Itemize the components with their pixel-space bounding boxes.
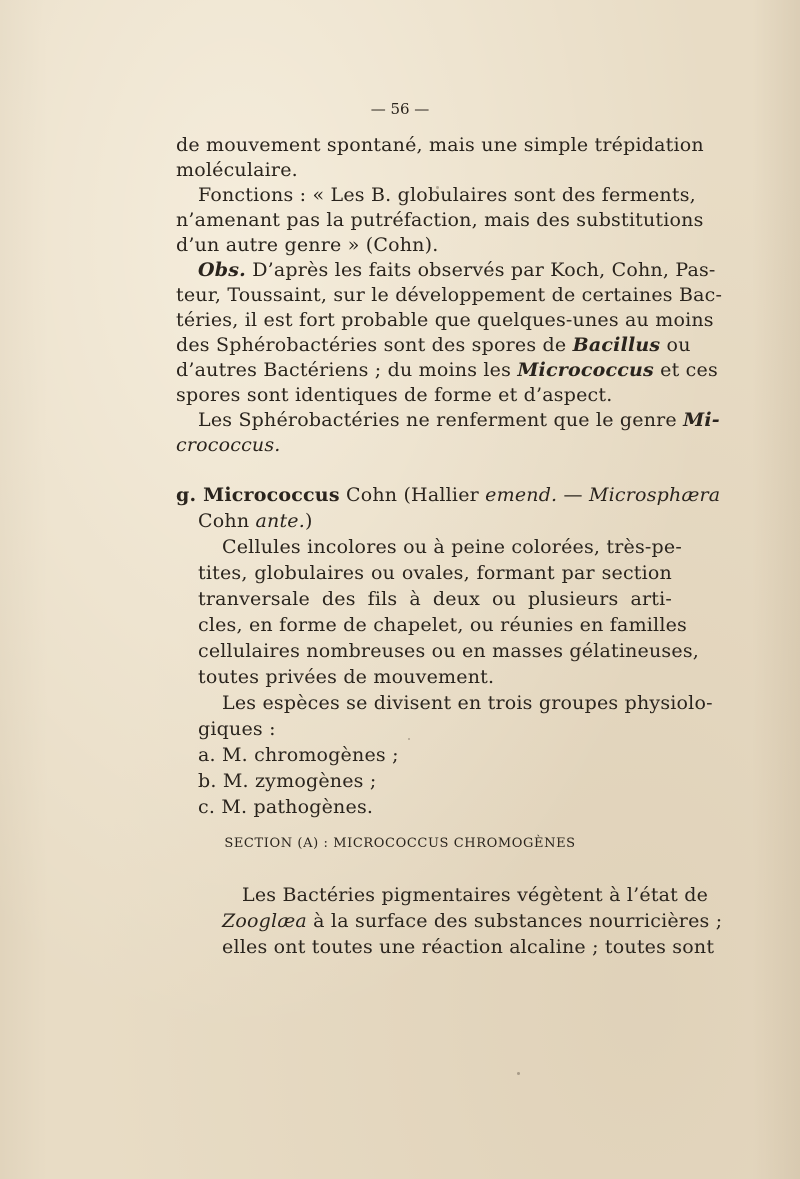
text-line — [222, 934, 715, 960]
genus-heading: Micrococcus — [203, 484, 340, 506]
text-line — [242, 882, 709, 908]
line-text: Cohn — [198, 510, 256, 532]
text-line — [198, 407, 720, 433]
line-text: cles, en forme de chapelet, ou réunies en familles — [198, 614, 688, 636]
line-text: spores sont identiques de forme et d’aspect. — [176, 384, 613, 406]
text-line — [222, 908, 723, 934]
section-title: MICROCOCCUS CHROMOGÈNES — [333, 836, 576, 851]
genus-name: Micrococcus — [517, 359, 654, 381]
text-line — [198, 742, 399, 768]
line-text: d’autres Bactériens ; du moins les — [176, 359, 518, 381]
text-line — [176, 332, 691, 358]
text-line — [198, 560, 672, 586]
line-text: des Sphérobactéries sont des spores de — [176, 334, 573, 356]
paper-speck — [436, 186, 439, 189]
text-line — [176, 382, 612, 408]
line-text: cellulaires nombreuses ou en masses gélatineuses, — [198, 640, 700, 662]
line-text: Les espèces se divisent en trois groupes physiolo- — [222, 692, 713, 714]
text-line — [198, 768, 376, 794]
text-line — [222, 690, 713, 716]
line-text: Cohn (Hallier — [339, 484, 486, 506]
text-line — [176, 432, 281, 458]
line-text: tites, globulaires ou ovales, formant par section — [198, 562, 672, 584]
line-text: Les Sphérobactéries ne renferment que le genre — [198, 409, 684, 431]
text-line — [176, 232, 438, 258]
text-line — [176, 157, 298, 183]
section-prefix: SECTION (A) : — [224, 836, 334, 851]
page-number: — 56 — — [370, 100, 430, 118]
line-text: c. M. pathogènes. — [198, 796, 374, 818]
line-text: ou — [660, 334, 691, 356]
paper-speck — [408, 738, 410, 740]
line-text: de mouvement spontané, mais une simple trépidation — [176, 134, 704, 156]
text-line — [176, 357, 718, 383]
line-text: Cellules incolores ou à peine colorées, très-pe- — [222, 536, 682, 558]
emend-label: emend. — [485, 484, 558, 506]
text-line — [198, 794, 373, 820]
text-line — [198, 586, 672, 612]
text-line — [176, 207, 704, 233]
text-line — [222, 534, 682, 560]
line-text: giques : — [198, 718, 276, 740]
text-line — [198, 716, 276, 742]
line-text: D’après les faits observés par Koch, Cohn, Pas- — [245, 259, 716, 281]
line-text: tranversale des fils à deux ou plusieurs arti- — [198, 588, 672, 610]
text-line — [198, 612, 688, 638]
line-text: d’un autre genre » (Cohn). — [176, 234, 439, 256]
text-line — [198, 182, 696, 208]
text-line — [176, 307, 714, 333]
line-text: téries, il est fort probable que quelques-unes au moins — [176, 309, 714, 331]
line-text: n’amenant pas la putréfaction, mais des substitutions — [176, 209, 704, 231]
line-text: Les Bactéries pigmentaires végètent à l’état de — [242, 884, 709, 906]
line-text: a. M. chromogènes ; — [198, 744, 399, 766]
text-line — [198, 664, 494, 690]
zooglaea-term: Zooglæa — [222, 910, 307, 932]
genus-marker: g. — [176, 484, 204, 506]
genus-name: Mi- — [683, 409, 720, 431]
ante-label: ante. — [255, 510, 305, 532]
section-heading — [0, 836, 800, 851]
line-text: et ces — [653, 359, 718, 381]
line-text: teur, Toussaint, sur le développement de certaines Bac- — [176, 284, 723, 306]
text-line — [176, 482, 720, 508]
line-text: Fonctions : « Les B. globulaires sont des ferments, — [198, 184, 696, 206]
genus-name: crococcus. — [176, 434, 281, 456]
text-line — [198, 257, 716, 283]
line-text: toutes privées de mouvement. — [198, 666, 495, 688]
line-text: — — [557, 484, 589, 506]
synonym-name: Microsphæra — [589, 484, 721, 506]
line-text: ) — [304, 510, 313, 532]
line-text: elles ont toutes une réaction alcaline ; toutes sont — [222, 936, 715, 958]
line-text: à la surface des substances nourricières ; — [306, 910, 723, 932]
genus-name: Bacillus — [572, 334, 661, 356]
obs-label: Obs. — [198, 259, 246, 281]
text-line — [176, 282, 723, 308]
text-line — [176, 132, 704, 158]
text-line — [198, 638, 700, 664]
paper-speck — [517, 1072, 520, 1075]
text-line — [198, 508, 313, 534]
line-text: moléculaire. — [176, 159, 298, 181]
line-text: b. M. zymogènes ; — [198, 770, 377, 792]
